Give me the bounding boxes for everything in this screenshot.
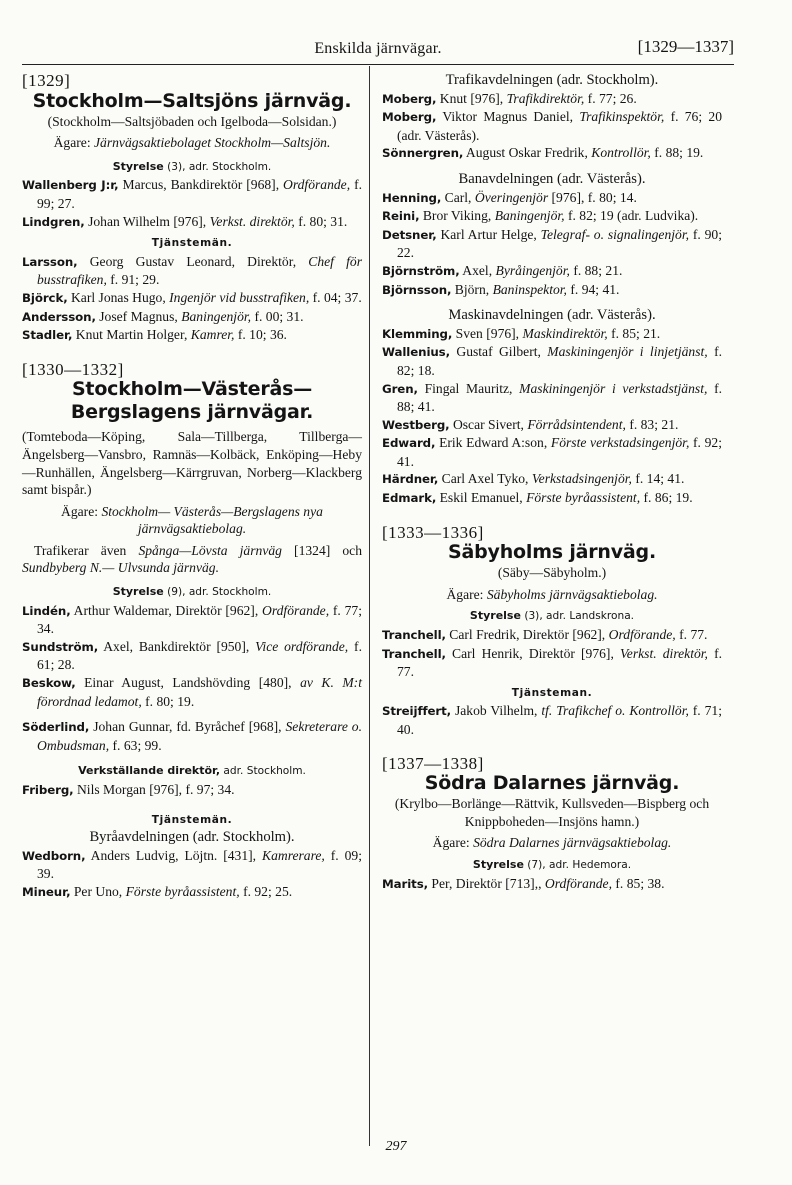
owner-line: Ägare: Stockholm— Västerås—Bergslagens nya järnvägsaktiebolag. [61, 503, 323, 537]
section-number: [1330—1332] [22, 359, 124, 379]
staff-heading: Tjänstemän. [151, 237, 233, 250]
person-entry: Andersson, Josef Magnus, Baningenjör, f. 00; 31. [22, 308, 304, 324]
person-entry: Reini, Bror Viking, Baningenjör, f. 82; 19 (adr. Ludvika). [382, 208, 699, 224]
person-entry: Lindén, Arthur Waldemar, Direktör [962], Ordförande, f. 77; 34. [22, 602, 362, 637]
person-entry: Björnström, Axel, Byråingenjör, f. 88; 21. [382, 262, 623, 278]
department-heading: Banavdelningen (adr. Västerås). [458, 170, 646, 187]
board-heading: Styrelse (3), adr. Landskrona. [469, 609, 635, 623]
left-column [22, 72, 362, 902]
person-entry: Söderlind, Johan Gunnar, fd. Byråchef [968], Sekreterare o. Ombudsman, f. 63; 99. [22, 719, 363, 753]
person-entry: Wallenberg J:r, Marcus, Bankdirektör [968], Ordförande, f. 99; 27. [22, 177, 362, 211]
person-entry: Moberg, Viktor Magnus Daniel, Trafikinspektör, f. 76; 20 (adr. Västerås). [382, 109, 722, 143]
person-entry: Sönnergren, August Oskar Fredrik, Kontrollör, f. 88; 19. [382, 145, 704, 161]
person-entry: Tranchell, Carl Henrik, Direktör [976], Verkst. direktör, f. 77. [382, 645, 723, 680]
running-header [22, 37, 734, 62]
route: (Säby—Säbyholm.) [497, 565, 607, 581]
person-entry: Edward, Erik Edward A:son, Förste verkstadsingenjör, f. 92; 41. [382, 435, 722, 469]
section-number: [1333—1336] [382, 522, 484, 542]
section-title: Södra Dalarnes järnväg. [424, 772, 680, 795]
person-entry: Henning, Carl, Överingenjör [976], f. 80; 14. [382, 189, 637, 205]
section-title: Säbyholms järnväg. [448, 541, 656, 564]
person-entry: Stadler, Knut Martin Holger, Kamrer, f. 10; 36. [22, 327, 287, 343]
board-heading: Styrelse (3), adr. Stockholm. [112, 159, 272, 173]
department-heading: Byråavdelningen (adr. Stockholm). [89, 829, 295, 846]
column-divider [369, 66, 370, 1146]
person-entry: Wallenius, Gustaf Gilbert, Maskiningenjör i linjetjänst, f. 82; 18. [382, 344, 723, 378]
person-entry: Björnsson, Björn, Baninspektor, f. 94; 41. [382, 281, 620, 297]
route: (Stockholm—Saltsjöbaden och Igelboda—Solsidan.) [47, 113, 337, 129]
person-entry: Gren, Fingal Mauritz, Maskiningenjör i verkstadstjänst, f. 88; 41. [382, 380, 723, 415]
page-range: [1329—1337] [637, 37, 734, 56]
department-heading: Trafikavdelningen (adr. Stockholm). [445, 72, 659, 88]
person-entry: Friberg, Nils Morgan [976], f. 97; 34. [22, 782, 235, 797]
person-entry: Björck, Karl Jonas Hugo, Ingenjör vid busstrafiken, f. 04; 37. [22, 289, 362, 305]
board-heading: Styrelse (7), adr. Hedemora. [472, 857, 632, 871]
staff-heading: Tjänsteman. [511, 686, 593, 699]
person-entry: Härdner, Carl Axel Tyko, Verkstadsingenjör, f. 14; 41. [382, 471, 685, 487]
section-number: [1329] [22, 71, 71, 90]
right-column [382, 72, 722, 893]
owner-line: Ägare: Södra Dalarnes järnvägsaktiebolag. [432, 835, 672, 851]
person-entry: Edmark, Eskil Emanuel, Förste byråassistent, f. 86; 19. [382, 490, 693, 506]
person-entry: Larsson, Georg Gustav Leonard, Direktör, Chef för busstrafiken, f. 91; 29. [22, 253, 362, 288]
board-heading: Styrelse (9), adr. Stockholm. [112, 585, 272, 599]
person-entry: Sundström, Axel, Bankdirektör [950], Vice ordförande, f. 61; 28. [22, 638, 362, 673]
route: (Krylbo—Borlänge—Rättvik, Kullsveden—Bispberg och Knippboheden—Insjöns hamn.) [394, 796, 710, 829]
person-entry: Klemming, Sven [976], Maskindirektör, f. 85; 21. [382, 325, 661, 341]
department-heading: Maskinavdelningen (adr. Västerås). [448, 307, 656, 324]
person-entry: Westberg, Oscar Sivert, Förrådsintendent, f. 83; 21. [382, 416, 679, 432]
section-title: Stockholm—Saltsjöns järnväg. [32, 89, 352, 112]
person-entry: Tranchell, Carl Fredrik, Direktör [962], Ordförande, f. 77. [382, 627, 708, 643]
traffic-note: Trafikerar även Spånga—Lövsta järnväg [1324] och Sundbyberg N.— Ulvsunda järnväg. [22, 542, 362, 576]
route: (Tomteboda—Köping, Sala—Tillberga, Tillberga—Ängelsberg—Vansbro, Ramnäs—Kolbäck, Enköping—Heby—Runhällen, Ängelsberg—Kärrgruvan, Norberg—Klackberg samt bispår.) [22, 429, 362, 498]
owner-line: Ägare: Järnvägsaktiebolaget Stockholm—Saltsjön. [53, 135, 331, 151]
person-entry: Moberg, Knut [976], Trafikdirektör, f. 77; 26. [382, 90, 637, 106]
running-title: Enskilda järnvägar. [314, 40, 442, 57]
person-entry: Detsner, Karl Artur Helge, Telegraf- o. signalingenjör, f. 90; 22. [382, 226, 722, 261]
owner-line: Ägare: Säbyholms järnvägsaktiebolag. [446, 586, 658, 602]
header-rule [22, 64, 734, 65]
page-number: 297 [385, 1139, 407, 1154]
staff-heading: Tjänstemän. [151, 813, 233, 826]
section-title: Stockholm—Västerås—Bergslagens järnvägar. [70, 378, 314, 424]
person-entry: Wedborn, Anders Ludvig, Löjtn. [431], Kamrerare, f. 09; 39. [22, 847, 362, 882]
person-entry: Streijffert, Jakob Vilhelm, tf. Trafikchef o. Kontrollör, f. 71; 40. [382, 703, 722, 737]
person-entry: Beskow, Einar August, Landshövding [480], av K. M:t förordnad ledamot, f. 80; 19. [22, 675, 362, 709]
section-number: [1337—1338] [382, 753, 484, 773]
person-entry: Mineur, Per Uno, Förste byråassistent, f. 92; 25. [22, 883, 293, 899]
person-entry: Marits, Per, Direktör [713],, Ordförande, f. 85; 38. [382, 875, 665, 891]
exec-heading: Verkställande direktör, adr. Stockholm. [78, 764, 306, 778]
person-entry: Lindgren, Johan Wilhelm [976], Verkst. direktör, f. 80; 31. [22, 213, 348, 229]
